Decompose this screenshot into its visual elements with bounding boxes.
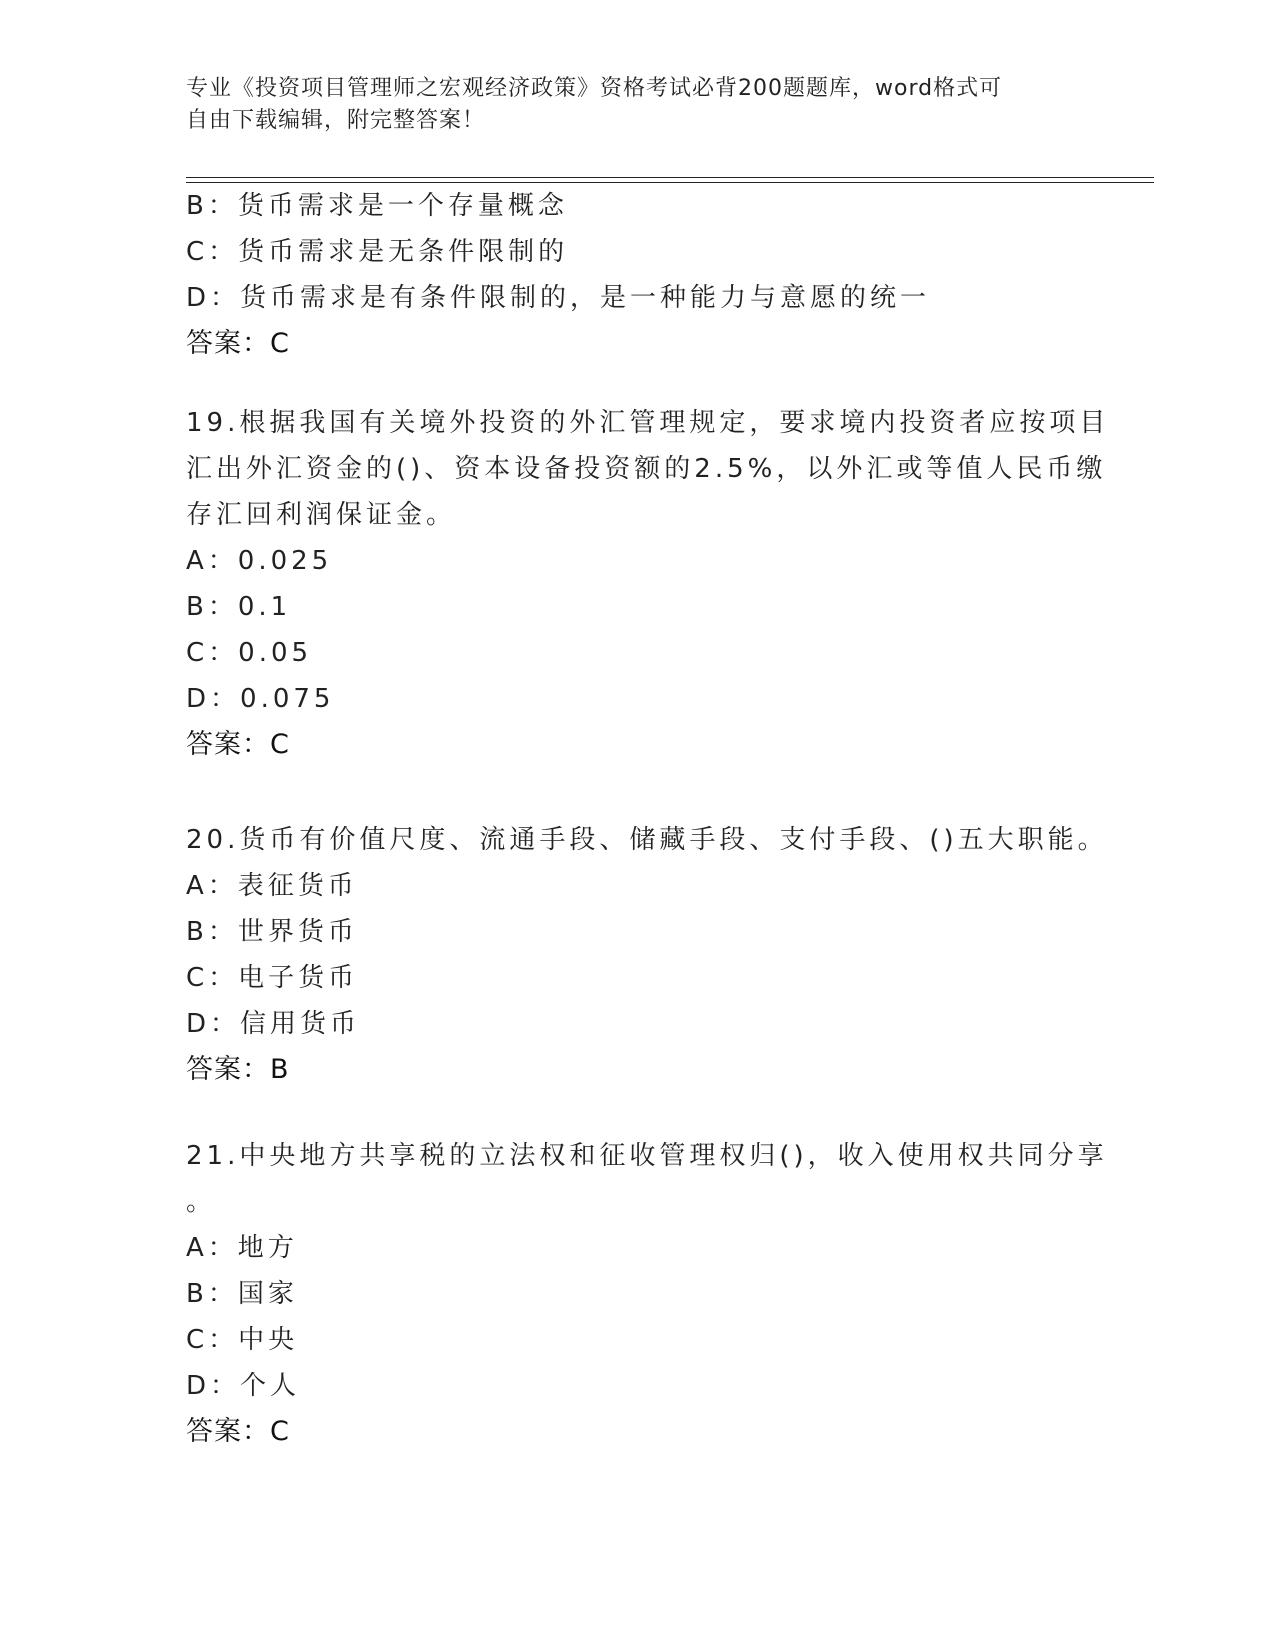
question-stem-line: 。: [186, 1187, 217, 1217]
answer-line: 答案：C: [186, 328, 290, 359]
option-c: C：0.05: [186, 638, 313, 668]
option-c: C：电子货币: [186, 963, 359, 993]
question-stem-line: 19.根据我国有关境外投资的外汇管理规定，要求境内投资者应按项目: [186, 408, 1110, 438]
option-d: D：信用货币: [186, 1009, 361, 1039]
answer-line: 答案：C: [186, 729, 290, 760]
question-21: [186, 1133, 1108, 1455]
question-19: [186, 400, 1110, 768]
prev-question-block: [186, 183, 1086, 367]
header-line-1: 专业《投资项目管理师之宏观经济政策》资格考试必背200题题库，word格式可: [186, 76, 1003, 101]
option-a: A：0.025: [186, 546, 333, 576]
answer-line: 答案：C: [186, 1416, 290, 1447]
option-d: D：个人: [186, 1371, 301, 1401]
option-b: B：世界货币: [186, 917, 358, 947]
option-d: D：0.075: [186, 684, 335, 714]
question-stem-line: 存汇回利润保证金。: [186, 500, 457, 530]
document-header: [186, 73, 1086, 137]
option-b: B：0.1: [186, 592, 292, 622]
header-rule-top: [186, 177, 1154, 178]
option-c: C：货币需求是无条件限制的: [186, 237, 569, 267]
question-stem-line: 21.中央地方共享税的立法权和征收管理权归()，收入使用权共同分享: [186, 1141, 1108, 1171]
question-stem-line: 汇出外汇资金的()、资本设备投资额的2.5%，以外汇或等值人民币缴: [186, 454, 1107, 484]
header-line-2: 自由下载编辑，附完整答案！: [186, 108, 486, 133]
option-d: D：货币需求是有条件限制的，是一种能力与意愿的统一: [186, 283, 931, 313]
option-a: A：地方: [186, 1233, 298, 1263]
question-stem-line: 20.货币有价值尺度、流通手段、储藏手段、支付手段、()五大职能。: [186, 825, 1108, 855]
option-b: B：国家: [186, 1279, 298, 1309]
option-b: B：货币需求是一个存量概念: [186, 191, 568, 221]
question-20: [186, 817, 1108, 1093]
option-a: A：表征货币: [186, 871, 358, 901]
option-c: C：中央: [186, 1325, 299, 1355]
answer-line: 答案：B: [186, 1054, 290, 1085]
